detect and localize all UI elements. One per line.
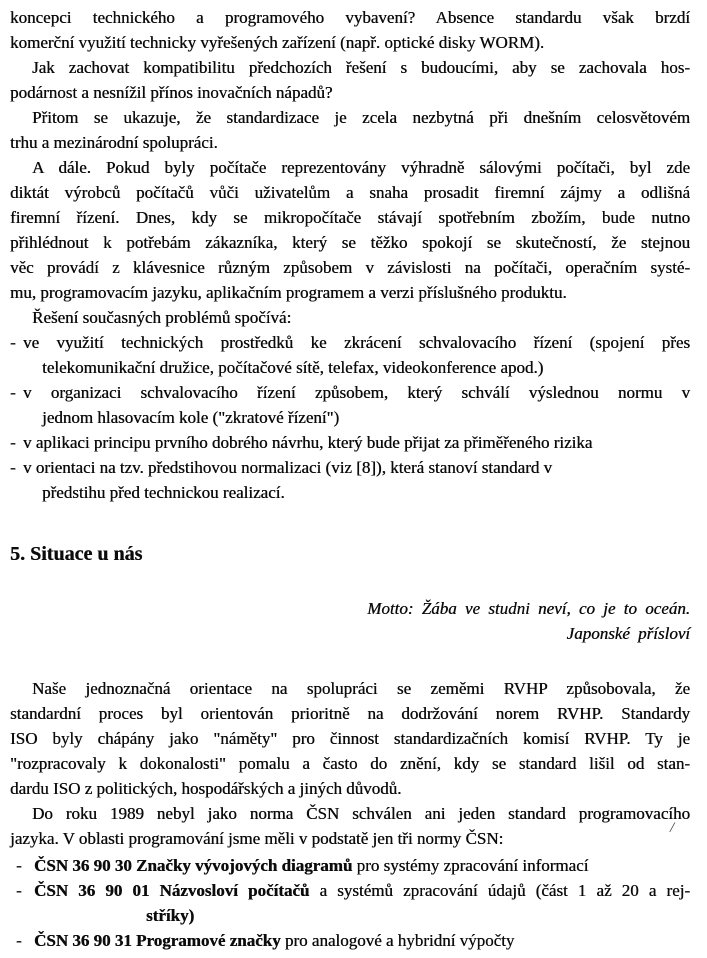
text-run: komerční využití technicky vyřešených zařízení (např. optické disky WORM).	[10, 33, 545, 52]
list-item-organizace	[10, 380, 690, 430]
text-run: v organizaci schvalovacího řízení způsobem, který schválí výslednou normu v	[23, 383, 690, 402]
text-run: jazyka. V oblasti programování jsme měli v podstatě jen tři normy ČSN:	[10, 829, 504, 848]
text-line	[10, 230, 690, 255]
text-line	[10, 903, 690, 928]
text-line	[10, 621, 690, 646]
text-line	[10, 30, 690, 55]
text-line	[10, 280, 690, 305]
text-line	[10, 853, 690, 878]
text-run: Přitom se ukazuje, že standardizace je zcela nezbytná při dnešním celosvětovém	[32, 108, 690, 127]
text-line	[10, 130, 690, 155]
text-run: Motto: Žába ve studni neví, co je to oceán.	[367, 599, 690, 618]
text-line	[10, 180, 690, 205]
text-run: ve využití technických prostředků ke zkrácení schvalovacího řízení (spojení přes	[23, 333, 690, 352]
text-line	[10, 380, 690, 405]
document-body	[10, 5, 690, 953]
text-line	[10, 480, 690, 505]
dash-bullet: -	[10, 333, 16, 352]
text-line	[10, 205, 690, 230]
text-run: a systémů zpracování údajů (část 1 až 20 a rej-	[309, 881, 691, 900]
text-line	[10, 355, 690, 380]
text-run: 5. Situace u nás	[10, 543, 143, 565]
text-line	[10, 105, 690, 130]
text-run: A dále. Pokud byly počítače reprezentovány výhradně sálovými počítači, byl zde	[32, 158, 690, 177]
text-run: dardu ISO z politických, hospodářských a jiných důvodů.	[10, 779, 402, 798]
text-line	[10, 305, 690, 330]
text-line	[10, 55, 690, 80]
text-line	[10, 455, 690, 480]
text-run: telekomunikační družice, počítačové sítě, telefax, videokonference apod.)	[42, 358, 544, 377]
list-item-technicke-prostredky	[10, 330, 690, 380]
text-line	[10, 255, 690, 280]
text-line	[10, 155, 690, 180]
dash-bullet: -	[10, 383, 16, 402]
text-run: předstihu před technickou realizací.	[42, 483, 285, 502]
text-run: diktát výrobců počítačů vůči uživatelům a snaha prosadit firemní zájmy a odlišná	[10, 183, 690, 202]
text-run: trhu a mezinárodní spolupráci.	[10, 133, 218, 152]
paragraph-reseni	[10, 305, 690, 330]
scan-artifact-slash: /	[670, 820, 675, 836]
text-run: standardní proces byl orientován prioritně na dodržování norem RVHP. Standardy	[10, 704, 690, 723]
dash-bullet: -	[16, 856, 22, 875]
text-line	[10, 751, 690, 776]
text-run: ČSN 36 90 30 Značky vývojových diagramů	[34, 856, 353, 875]
text-line	[10, 330, 690, 355]
dash-bullet: -	[16, 931, 22, 950]
text-line	[10, 928, 690, 953]
text-run: Jak zachovat kompatibilitu předchozích řešení s budoucími, aby se zachovala hos-	[32, 58, 690, 77]
paragraph-a-dale	[10, 155, 690, 305]
paragraph-continued	[10, 5, 690, 55]
text-run: koncepci technického a programového vybavení? Absence standardu však brzdí	[10, 8, 690, 27]
text-run: v aplikaci principu prvního dobrého návrhu, který bude přijat za přiměřeného rizika	[23, 433, 593, 452]
motto	[10, 596, 690, 646]
text-run: pro analogové a hybridní výpočty	[280, 931, 515, 950]
text-line	[10, 726, 690, 751]
text-line	[10, 826, 690, 851]
dash-bullet: -	[16, 881, 22, 900]
paragraph-do-roku-1989	[10, 801, 690, 851]
text-run: mu, programovacím jazyku, aplikačním programem a verzi příslušného produktu.	[10, 283, 567, 302]
text-line	[10, 5, 690, 30]
text-run: v orientaci na tzv. předstihovou normalizaci (viz [8]), která stanoví standard v	[23, 458, 553, 477]
list-item-aplikace	[10, 430, 690, 455]
csn-item-369031	[10, 928, 690, 953]
text-run: věc provádí z klávesnice různým způsobem v závislosti na počítači, operačním systé-	[10, 258, 690, 277]
text-run: jednom hlasovacím kole ("zkratové řízení")	[42, 408, 340, 427]
paragraph-standardizace	[10, 105, 690, 155]
text-line	[10, 878, 690, 903]
list-item-orientace	[10, 455, 690, 505]
text-run: Naše jednoznačná orientace na spolupráci se zeměmi RVHP způsobovala, že	[32, 679, 690, 698]
text-line	[10, 80, 690, 105]
csn-item-369030	[10, 853, 690, 878]
text-run: Japonské přísloví	[566, 624, 690, 643]
text-run: podárnost a nesnížil přínos inovačních nápadů?	[10, 83, 333, 102]
text-line	[10, 596, 690, 621]
text-line	[10, 801, 690, 826]
text-run: Řešení současných problémů spočívá:	[32, 308, 292, 327]
text-line	[10, 676, 690, 701]
text-run: firemní řízení. Dnes, kdy se mikropočítače stávají spotřebním zbožím, bude nutno	[10, 208, 690, 227]
text-run: přihlédnout k potřebám zákazníka, který se těžko spokojí se skutečností, že stejnou	[10, 233, 690, 252]
text-line	[10, 776, 690, 801]
text-line	[10, 701, 690, 726]
text-line	[10, 430, 690, 455]
text-line	[10, 405, 690, 430]
text-run: ČSN 36 90 31 Programové značky	[34, 931, 281, 950]
text-run: ČSN 36 90 01 Názvosloví počítačů	[34, 881, 310, 900]
text-line	[10, 541, 690, 567]
dash-bullet: -	[10, 458, 16, 477]
text-run: Do roku 1989 nebyl jako norma ČSN schválen ani jeden standard programovacího	[32, 804, 690, 823]
dash-bullet: -	[10, 433, 16, 452]
text-run: "rozpracovaly k dokonalosti" pomalu a často do znění, kdy se standard lišil od stan-	[10, 754, 690, 773]
paragraph-kompatibilita	[10, 55, 690, 105]
text-run: pro systémy zpracování informací	[352, 856, 589, 875]
section-heading	[10, 541, 690, 567]
text-run: ISO byly chápány jako "náměty" pro činnost standardizačních komisí RVHP. Ty je	[10, 729, 690, 748]
paragraph-nase-orientace	[10, 676, 690, 801]
csn-item-369001	[10, 878, 690, 928]
text-run: stříky)	[146, 906, 195, 925]
